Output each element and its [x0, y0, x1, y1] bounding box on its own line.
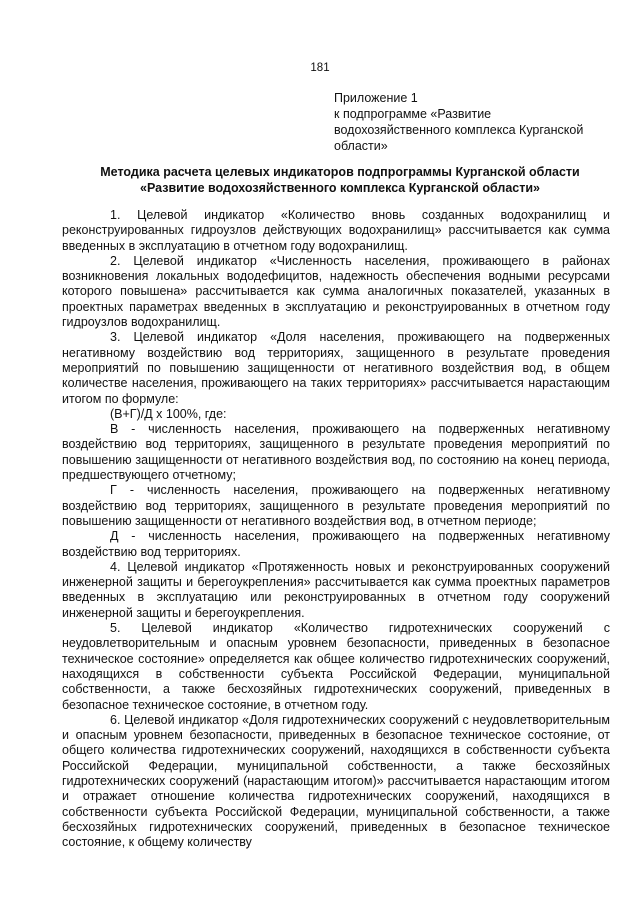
- paragraph: 1. Целевой индикатор «Количество вновь созданных водохранилищ и реконструированных гидроузлов действующих водохранилищ» рассчитывается как сумма введенных в эксплуатацию в отчетном году водохранилищ.: [62, 208, 610, 253]
- appendix-line: водохозяйственного комплекса Курганской: [334, 123, 584, 137]
- document-body: [62, 208, 610, 850]
- page-number: 181: [310, 62, 330, 74]
- paragraph: В - численность населения, проживающего на подверженных негативному воздействию вод территориях, защищенного в результате проведения мероприятий по повышению защищенности от негативного воздействия вод, по состоянию на конец периода, предшествующего отчетному;: [62, 422, 610, 483]
- paragraph: Г - численность населения, проживающего на подверженных негативному воздействию вод территориях, защищенного в результате проведения мероприятий по повышению защищенности от негативного воздействия вод, в отчетном периоде;: [62, 483, 610, 528]
- paragraph: 5. Целевой индикатор «Количество гидротехнических сооружений с неудовлетворительным и опасным уровнем безопасности, приведенных в безопасное техническое состояние» определяется как общее количество гидротехнических сооружений, находящихся в собственности субъекта Российской Федерации, муниципальной собственности, а также бесхозяйных гидротехнических сооружений, приведенных в безопасное техническое состояние, в отчетном году.: [62, 621, 610, 712]
- paragraph: Д - численность населения, проживающего на подверженных негативному воздействию вод территориях.: [62, 529, 610, 559]
- appendix-header: [334, 90, 624, 154]
- appendix-line: области»: [334, 139, 388, 153]
- appendix-line: к подпрограмме «Развитие: [334, 107, 492, 121]
- title-line: Методика расчета целевых индикаторов подпрограммы Курганской области: [100, 165, 580, 179]
- title-line: «Развитие водохозяйственного комплекса Курганской области»: [140, 181, 540, 195]
- paragraph: 3. Целевой индикатор «Доля населения, проживающего на подверженных негативному воздействию вод территориях, защищенного в результате проведения мероприятий по повышению защищенности от негативного воздействия вод, в общем количестве населения, проживающего на таких территориях» рассчитывается нарастающим итогом по формуле:: [62, 330, 610, 406]
- paragraph: 6. Целевой индикатор «Доля гидротехнических сооружений с неудовлетворительным и опасным уровнем безопасности, приведенных в безопасное техническое состояние, от общего количества гидротехнических сооружений, находящихся в собственности субъекта Российской Федерации, муниципальной собственности, а также бесхозяйных гидротехнических сооружений (нарастающим итогом)» рассчитывается нарастающим итогом и отражает отношение количества гидротехнических сооружений, находящихся в собственности субъекта Российской Федерации, муниципальной собственности, а также бесхозяйных гидротехнических сооружений, приведенных в безопасное техническое состояние, к общему количеству: [62, 712, 610, 850]
- paragraph: 4. Целевой индикатор «Протяженность новых и реконструированных сооружений инженерной защиты и берегоукрепления» рассчитывается как сумма проектных параметров введенных в эксплуатацию или реконструированных в отчетном году сооружений инженерной защиты и берегоукрепления.: [62, 559, 610, 620]
- appendix-line: Приложение 1: [334, 91, 418, 105]
- paragraph: 2. Целевой индикатор «Численность населения, проживающего в районах возникновения локальных вододефицитов, надежность обеспечения водными ресурсами которого повышена» рассчитывается как сумма аналогичных показателей, указанных в проектных параметрах введенных в эксплуатацию и реконструированных в отчетном году гидроузлов водохранилищ.: [62, 253, 610, 330]
- document-title: [80, 164, 600, 196]
- formula: (В+Г)/Д х 100%, где:: [110, 406, 227, 421]
